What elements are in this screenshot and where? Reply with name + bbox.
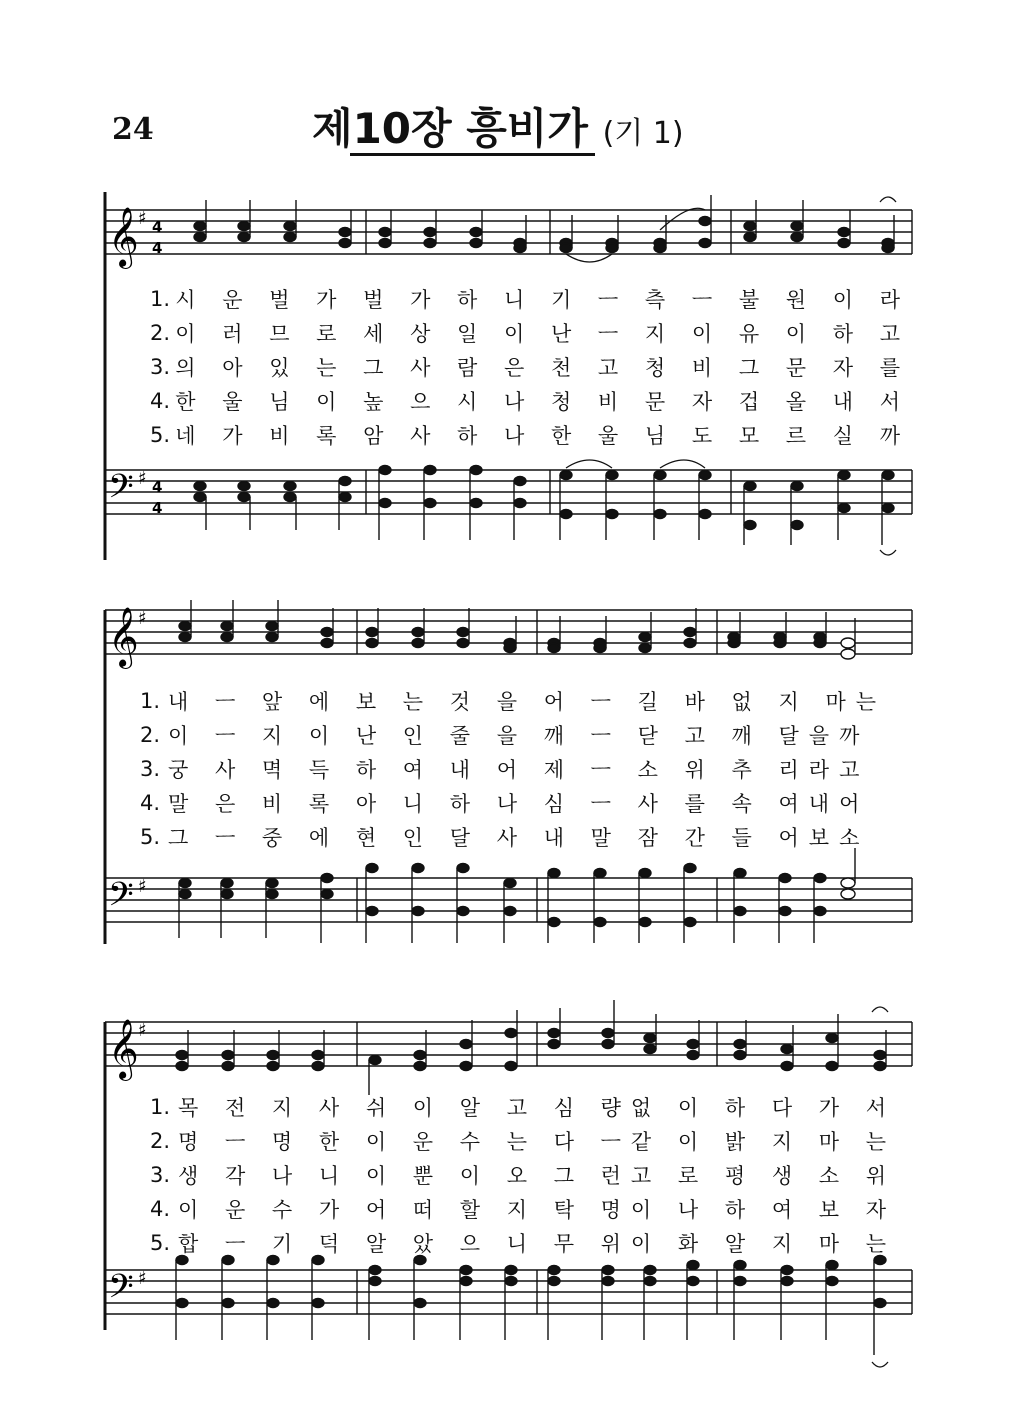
svg-text:♯: ♯ [138, 608, 147, 629]
svg-text:𝄞: 𝄞 [108, 1019, 139, 1079]
svg-text:♯: ♯ [138, 1268, 147, 1289]
verse-line [150, 1090, 910, 1124]
verse-text: 말 은 비 록 아 니 하 나 심 ㅡ 사 를 속 여내어 [168, 792, 870, 816]
verse-number: 4. [150, 389, 171, 413]
verse-number: 5. [150, 1231, 171, 1255]
verse-text: 이 러 므 로 세 상 일 이 난 ㅡ 지 이 유 이 하 고 [175, 322, 910, 346]
svg-text:♯: ♯ [138, 1020, 147, 1041]
verse-line [140, 684, 900, 718]
verse-text: 이 운 수 가 어 떠 할 지 탁 명이 나 하 여 보 자 [178, 1198, 897, 1222]
lyrics-system-2 [140, 684, 900, 854]
verse-line [140, 820, 900, 854]
verse-line [150, 1226, 910, 1260]
verse-line [140, 786, 900, 820]
svg-text:4: 4 [152, 478, 163, 496]
verse-number: 2. [150, 321, 171, 345]
verse-text: 명 ㅡ 명 한 이 운 수 는 다 ㅡ같 이 밝 지 마 는 [178, 1130, 897, 1154]
svg-text:𝄞: 𝄞 [108, 607, 139, 667]
verse-line [150, 384, 910, 418]
page-number: 24 [112, 112, 154, 147]
verse-number: 1. [150, 287, 171, 311]
verse-text: 합 ㅡ 기 덕 알 았 으 니 무 위이 화 알 지 마 는 [178, 1232, 897, 1256]
svg-text:4: 4 [152, 239, 163, 257]
verse-number: 5. [140, 825, 161, 849]
verse-text: 내 ㅡ 앞 에 보 는 것 을 어 ㅡ 길 바 없 지 마는 [168, 690, 887, 714]
verse-line [140, 752, 900, 786]
verse-text: 한 울 님 이 높 으 시 나 청 비 문 자 겁 올 내 서 [175, 390, 910, 414]
verse-line [150, 316, 910, 350]
hymn-subtitle: (기 1) [602, 116, 684, 151]
svg-text:♯: ♯ [138, 468, 147, 489]
hymn-title [312, 96, 684, 156]
verse-text: 궁 사 멱 득 하 여 내 어 제 ㅡ 소 위 추 리라고 [168, 758, 870, 782]
verse-line [150, 418, 910, 452]
verse-text: 이 ㅡ 지 이 난 인 줄 을 깨 ㅡ 닫 고 깨 달을까 [168, 724, 870, 748]
verse-line [150, 1158, 910, 1192]
lyrics-system-3 [150, 1090, 910, 1260]
svg-text:♯: ♯ [138, 876, 147, 897]
verse-line [150, 1124, 910, 1158]
verse-number: 1. [150, 1095, 171, 1119]
hymn-title-text: 제10장 흥비가 [312, 104, 588, 153]
lyrics-system-1 [150, 282, 910, 452]
verse-line [140, 718, 900, 752]
svg-text:♯: ♯ [138, 208, 147, 229]
verse-line [150, 282, 910, 316]
verse-number: 1. [140, 689, 161, 713]
verse-line [150, 350, 910, 384]
svg-text:𝄞: 𝄞 [108, 207, 139, 267]
verse-number: 4. [150, 1197, 171, 1221]
verse-text: 의 아 있 는 그 사 람 은 천 고 청 비 그 문 자 를 [175, 356, 910, 380]
svg-text:4: 4 [152, 499, 163, 517]
svg-text:𝄢: 𝄢 [108, 876, 134, 922]
verse-number: 3. [140, 757, 161, 781]
verse-number: 4. [140, 791, 161, 815]
verse-text: 목 전 지 사 쉬 이 알 고 심 량없 이 하 다 가 서 [178, 1096, 897, 1120]
svg-text:4: 4 [152, 218, 163, 236]
verse-text: 시 운 벌 가 벌 가 하 니 기 ㅡ 측 ㅡ 불 원 이 라 [175, 288, 910, 312]
title-underline [350, 153, 595, 156]
verse-number: 2. [140, 723, 161, 747]
verse-number: 3. [150, 1163, 171, 1187]
verse-text: 그 ㅡ 중 에 현 인 달 사 내 말 잠 간 들 어보소 [168, 826, 870, 850]
verse-text: 생 각 나 니 이 뿐 이 오 그 런고 로 평 생 소 위 [178, 1164, 897, 1188]
svg-text:𝄢: 𝄢 [108, 1268, 134, 1314]
verse-number: 2. [150, 1129, 171, 1153]
verse-number: 3. [150, 355, 171, 379]
verse-text: 네 가 비 록 암 사 하 나 한 울 님 도 모 르 실 까 [175, 424, 910, 448]
verse-line [150, 1192, 910, 1226]
verse-number: 5. [150, 423, 171, 447]
svg-text:𝄢: 𝄢 [108, 468, 134, 514]
